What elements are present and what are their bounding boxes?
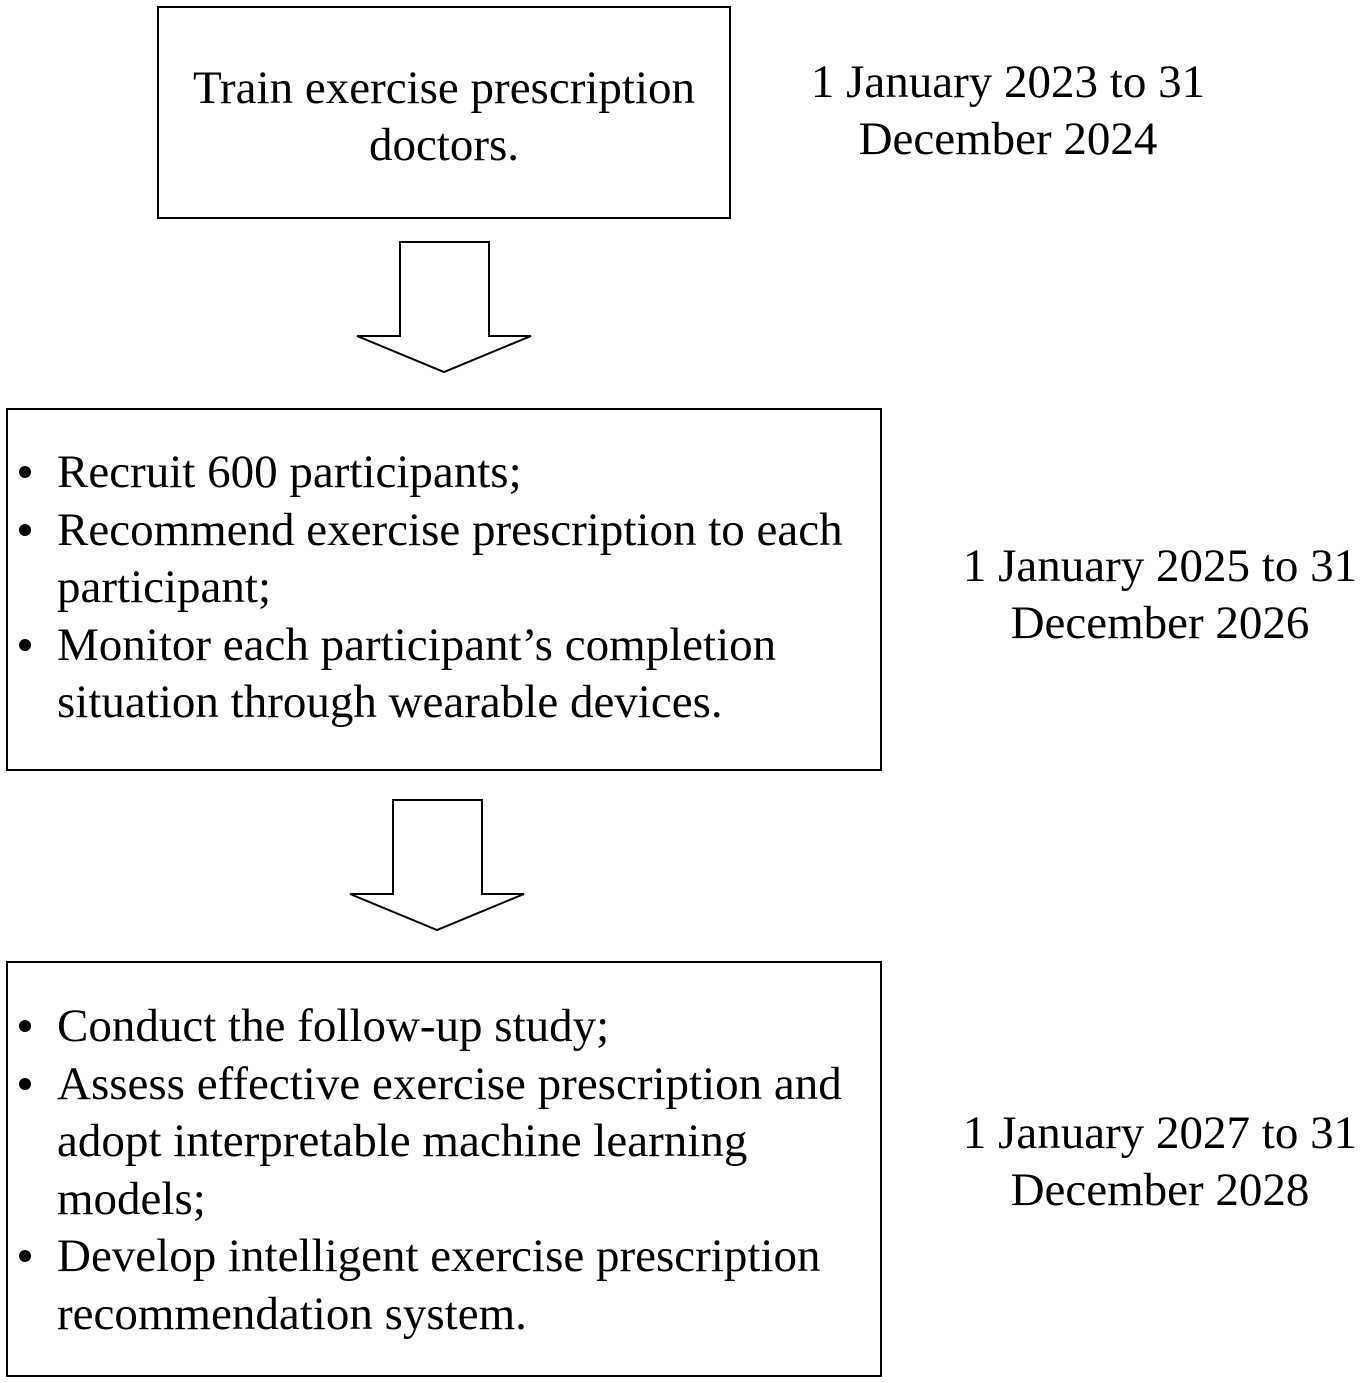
step-1-text: Train exercise prescription doctors. [192, 62, 696, 171]
step-3-date: 1 January 2027 to 31 December 2028 [962, 1107, 1358, 1216]
down-arrow-icon [355, 240, 535, 376]
step-2-date: 1 January 2025 to 31 December 2026 [962, 540, 1358, 649]
step-2-bullet-list [0, 444, 843, 732]
list-item: Recruit 600 participants; [0, 444, 843, 502]
list-item: Develop intelligent exercise prescription recommendation system. [0, 1228, 842, 1343]
step-1-date: 1 January 2023 to 31 December 2024 [810, 56, 1206, 165]
list-item: Assess effective exercise prescription and adopt interpretable machine learning models; [0, 1056, 842, 1229]
list-item: Recommend exercise prescription to each participant; [0, 502, 843, 617]
list-item: Conduct the follow-up study; [0, 998, 842, 1056]
step-1-box [157, 6, 731, 219]
down-arrow-icon [348, 798, 528, 934]
step-3-bullet-list [0, 998, 842, 1343]
list-item: Monitor each participant’s completion situation through wearable devices. [0, 617, 843, 732]
